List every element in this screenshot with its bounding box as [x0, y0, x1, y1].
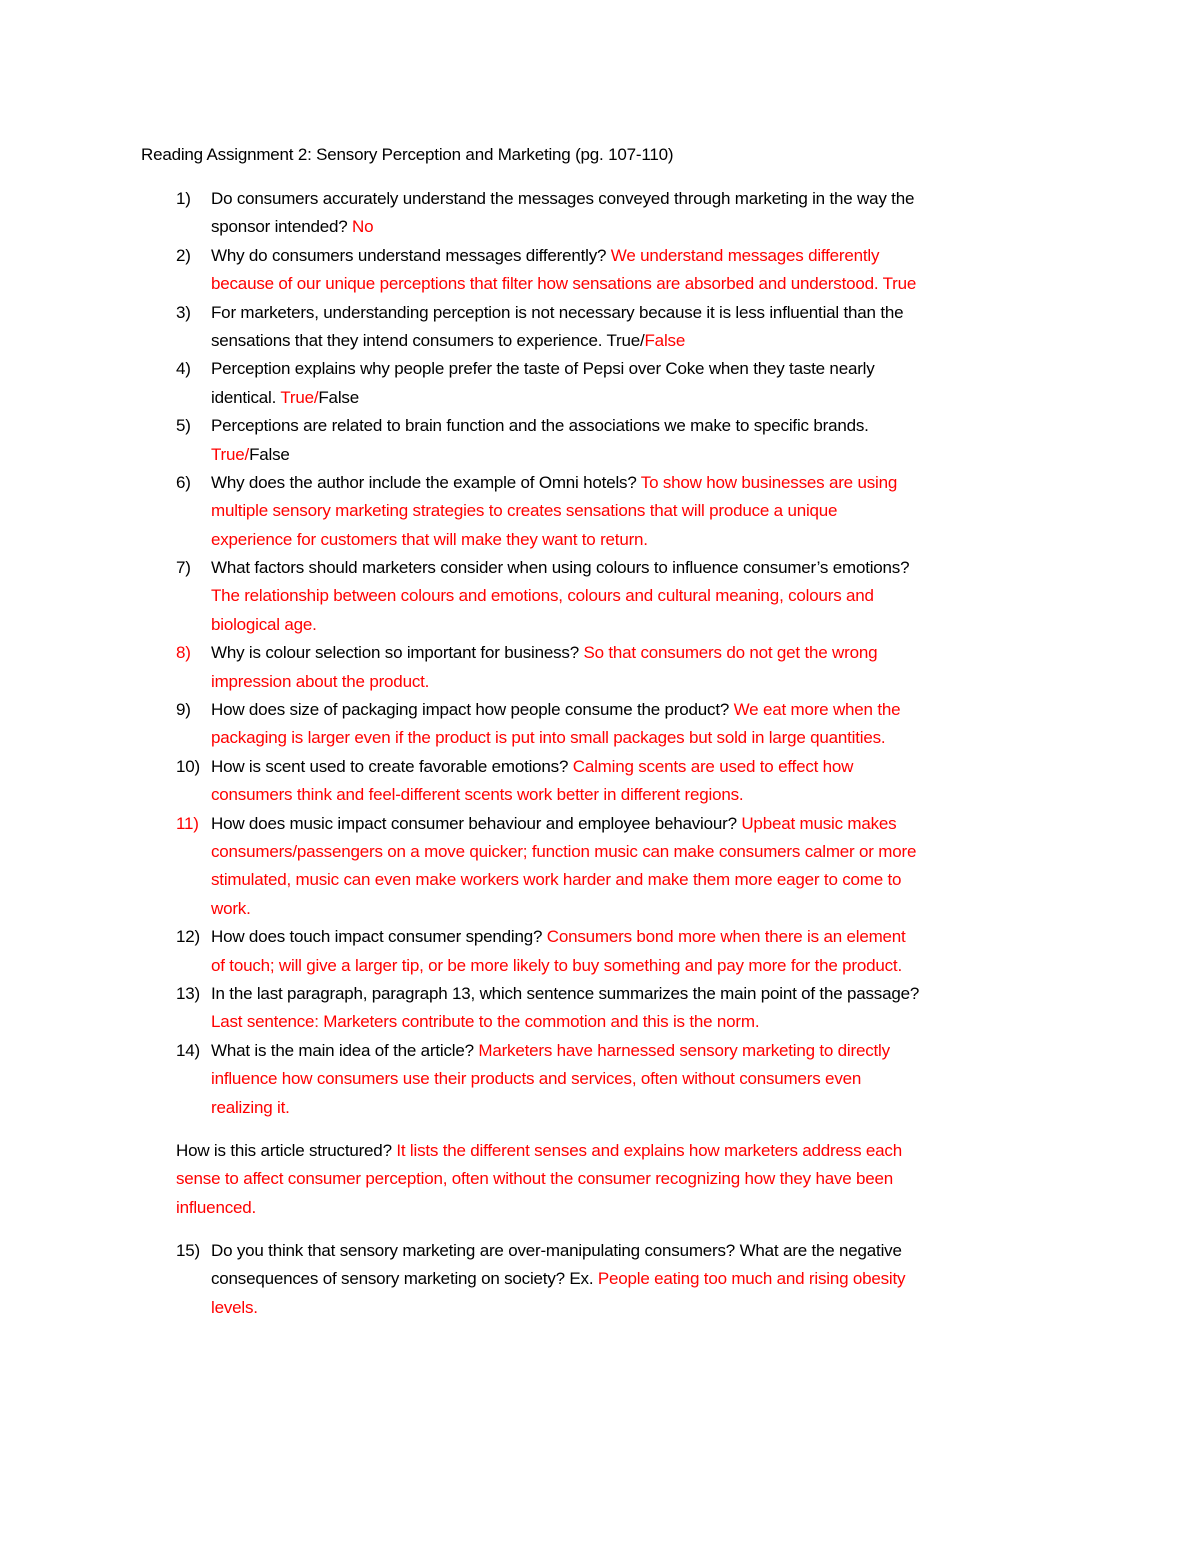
question-text: Do consumers accurately understand the messages conveyed through marketing in the way the [211, 189, 915, 208]
question-text: sensations that they intend consumers to experience. True/ [211, 330, 645, 350]
answer-text: packaging is larger even if the product is put into small packages but sold in large quantities. [211, 728, 886, 748]
question-number: 2) [176, 245, 191, 265]
question-number: 9) [176, 700, 191, 720]
answer-text: Upbeat music makes [741, 813, 897, 833]
text-line [176, 1137, 1200, 1165]
answer-text: To show how businesses are using [640, 472, 898, 492]
question-text: How is this article structured? [176, 1140, 397, 1160]
text-line [211, 497, 1200, 525]
question-text: consequences of sensory marketing on society? Ex. [211, 1269, 598, 1289]
answer-text: impression about the product. [211, 671, 430, 691]
question-text: How does touch impact consumer spending? [211, 927, 547, 947]
question-text: False [318, 387, 359, 407]
answer-text: It lists the different senses and explains how marketers address each [396, 1140, 902, 1160]
question-item [0, 412, 1200, 469]
question-number: 13) [176, 983, 200, 1003]
answer-text: The relationship between colours and emotions, colours and cultural meaning, colours and [211, 586, 874, 606]
question-text: Do you think that sensory marketing are over-manipulating consumers? What are the negative [211, 1241, 902, 1261]
answer-text: Marketers have harnessed sensory marketing to directly [478, 1040, 890, 1060]
question-body [211, 980, 1200, 1037]
text-line [211, 753, 1200, 781]
question-item [0, 639, 1200, 696]
question-body [211, 1237, 1200, 1322]
question-item [0, 810, 1200, 924]
text-line [211, 327, 1200, 355]
text-line [211, 185, 1200, 213]
answer-text: Calming scents are used to effect how [572, 756, 854, 776]
text-line [211, 668, 1200, 696]
text-line [211, 1094, 1200, 1122]
question-item [0, 554, 1200, 639]
answer-text: True/ [211, 444, 250, 464]
answer-text: So that consumers do not get the wrong [583, 643, 878, 663]
text-line [211, 213, 1200, 241]
text-line [211, 1065, 1200, 1093]
question-body [211, 242, 1200, 299]
answer-text: influenced. [176, 1197, 257, 1217]
text-line [211, 384, 1200, 412]
question-item [0, 1237, 1200, 1322]
question-item [0, 185, 1200, 242]
question-text: In the last paragraph, paragraph 13, which sentence summarizes the main point of the passage? [211, 983, 920, 1003]
question-text: Why does the author include the example of Omni hotels? [211, 472, 641, 492]
question-body [211, 412, 1200, 469]
text-line [211, 1008, 1200, 1036]
question-text: What factors should marketers consider when using colours to influence consumer’s emotions? [211, 558, 910, 578]
question-number: 11) [176, 813, 199, 833]
text-line [211, 299, 1200, 327]
answer-text: experience for customers that will make they want to return. [211, 529, 648, 549]
question-list [0, 185, 1200, 1322]
question-body [211, 299, 1200, 356]
text-line [176, 1165, 1200, 1193]
question-body [211, 810, 1200, 924]
answer-text: People eating too much and rising obesity [597, 1269, 906, 1289]
answer-text: Last sentence: Marketers contribute to the commotion and this is the norm. [211, 1012, 760, 1032]
text-line [211, 469, 1200, 497]
text-line [211, 554, 1200, 582]
question-number: 1) [176, 189, 191, 208]
question-text: False [249, 444, 290, 464]
text-line [211, 1265, 1200, 1293]
question-body [211, 639, 1200, 696]
question-text: What is the main idea of the article? [211, 1040, 479, 1060]
answer-text: consumers/passengers on a move quicker; function music can make consumers calmer or more [211, 841, 917, 861]
text-line [211, 923, 1200, 951]
answer-text: work. [211, 898, 251, 918]
question-item [0, 299, 1200, 356]
answer-text: Consumers bond more when there is an element [546, 927, 906, 947]
text-line [211, 242, 1200, 270]
question-number: 6) [176, 472, 191, 492]
question-body [211, 554, 1200, 639]
question-number: 5) [176, 416, 191, 436]
question-text: How does size of packaging impact how people consume the product? [211, 700, 734, 720]
text-line [211, 866, 1200, 894]
text-line [211, 611, 1200, 639]
text-line [211, 270, 1200, 298]
question-number: 12) [176, 927, 200, 947]
question-text: Why do consumers understand messages differently? [211, 245, 611, 265]
question-item [0, 1037, 1200, 1122]
answer-text: because of our unique perceptions that filter how sensations are absorbed and understood. True [211, 274, 917, 294]
question-item [0, 355, 1200, 412]
question-body [211, 753, 1200, 810]
question-item [0, 469, 1200, 554]
question-text: How does music impact consumer behaviour and employee behaviour? [211, 813, 742, 833]
answer-text: We eat more when the [733, 700, 901, 720]
text-line [211, 1237, 1200, 1265]
text-line [211, 781, 1200, 809]
answer-text: realizing it. [211, 1097, 290, 1117]
question-item [0, 753, 1200, 810]
text-line [211, 838, 1200, 866]
question-body [211, 1037, 1200, 1122]
text-line [211, 1294, 1200, 1322]
structure-paragraph [176, 1137, 1200, 1222]
answer-text: influence how consumers use their products and services, often without consumers even [211, 1069, 862, 1089]
answer-text: True/ [280, 387, 319, 407]
answer-text: We understand messages differently [610, 245, 880, 265]
document-title: Reading Assignment 2: Sensory Perception and Marketing (pg. 107-110) [141, 145, 674, 164]
question-text: Why is colour selection so important for business? [211, 643, 584, 663]
question-body [211, 696, 1200, 753]
answer-text: biological age. [211, 614, 317, 634]
question-body [211, 469, 1200, 554]
text-line [211, 1037, 1200, 1065]
answer-text: multiple sensory marketing strategies to creates sensations that will produce a unique [211, 501, 838, 521]
question-number: 10) [176, 756, 200, 776]
question-number: 8) [176, 643, 191, 663]
answer-text: of touch; will give a larger tip, or be more likely to buy something and pay more for the product. [211, 955, 902, 975]
question-item [0, 242, 1200, 299]
question-item [0, 696, 1200, 753]
text-line [211, 526, 1200, 554]
question-body [211, 923, 1200, 980]
answer-text: False [644, 330, 686, 350]
question-text: For marketers, understanding perception is not necessary because it is less influential than the [211, 302, 904, 322]
answer-text: levels. [211, 1297, 258, 1317]
question-body [211, 355, 1200, 412]
question-text: identical. [211, 387, 281, 407]
question-number: 14) [176, 1040, 200, 1060]
question-body [211, 185, 1200, 242]
text-line [211, 980, 1200, 1008]
text-line [211, 696, 1200, 724]
question-item [0, 923, 1200, 980]
question-number: 3) [176, 302, 191, 322]
question-number: 15) [176, 1241, 200, 1261]
question-text: How is scent used to create favorable emotions? [211, 756, 573, 776]
text-line [211, 441, 1200, 469]
text-line [211, 639, 1200, 667]
text-line [211, 412, 1200, 440]
text-line [211, 895, 1200, 923]
question-number: 4) [176, 359, 191, 379]
answer-text: consumers think and feel-different scents work better in different regions. [211, 785, 744, 805]
question-text: Perceptions are related to brain function and the associations we make to specific brands. [211, 416, 869, 436]
text-line [211, 355, 1200, 383]
text-line [211, 810, 1200, 838]
question-item [0, 980, 1200, 1037]
answer-text: stimulated, music can even make workers work harder and make them more eager to come to [211, 870, 902, 890]
text-line [211, 582, 1200, 610]
text-line [211, 724, 1200, 752]
answer-text: sense to affect consumer perception, often without the consumer recognizing how they have been [176, 1169, 894, 1189]
question-number: 7) [176, 558, 191, 578]
answer-text: No [352, 217, 374, 237]
text-line [176, 1194, 1200, 1222]
text-line [211, 952, 1200, 980]
question-text: Perception explains why people prefer the taste of Pepsi over Coke when they taste nearly [211, 359, 875, 379]
question-text: sponsor intended? [211, 217, 353, 237]
